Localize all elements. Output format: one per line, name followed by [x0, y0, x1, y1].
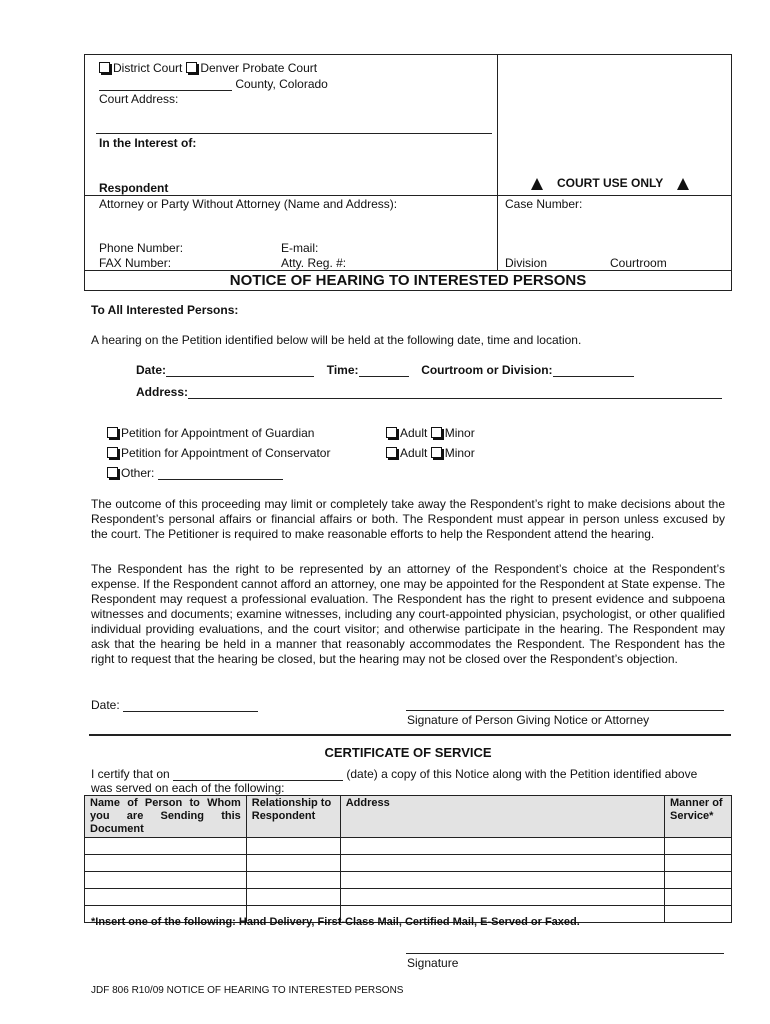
- guardian-age-options: Adult Minor: [386, 426, 475, 440]
- certificate-signature-line[interactable]: [406, 953, 724, 954]
- service-table-header: [85, 796, 732, 838]
- phone-label: Phone Number:: [99, 241, 184, 255]
- county-blank[interactable]: [99, 79, 232, 91]
- page-title: NOTICE OF HEARING TO INTERESTED PERSONS: [229, 272, 587, 289]
- petition-guardian-option: Petition for Appointment of Guardian: [107, 426, 314, 440]
- up-arrow-left-icon: [531, 178, 543, 190]
- address-label: Address:: [136, 385, 189, 399]
- form-footer: JDF 806 R10/09 NOTICE OF HEARING TO INTERESTED PERSONS: [91, 985, 404, 996]
- in-the-interest-of: In the Interest of:: [99, 136, 197, 150]
- atty-reg-label: Atty. Reg. #:: [281, 256, 347, 270]
- court-address-label: Court Address:: [99, 92, 179, 106]
- service-footnote: *Insert one of the following: Hand Delivery, First-Class Mail, Certified Mail, E-Served or Faxed.: [91, 916, 580, 928]
- petition-conservator-checkbox[interactable]: [107, 447, 118, 458]
- certify-date-blank[interactable]: [173, 769, 343, 781]
- date-blank[interactable]: [166, 365, 314, 377]
- time-blank[interactable]: [359, 365, 409, 377]
- table-row: [85, 855, 732, 872]
- hearing-date-row: [136, 363, 634, 377]
- up-arrow-right-icon: [677, 178, 689, 190]
- notice-signature-line[interactable]: [406, 710, 724, 711]
- caption-divider: [497, 54, 498, 271]
- petition-guardian-checkbox[interactable]: [107, 427, 118, 438]
- county-line: County, Colorado: [99, 77, 328, 91]
- court-address-line: [96, 133, 492, 134]
- courtroom-division-label: Courtroom or Division:: [421, 363, 553, 377]
- service-table: [84, 795, 732, 923]
- conservator-age-options: Adult Minor: [386, 446, 475, 460]
- division-label: Division: [505, 256, 548, 270]
- table-row: [85, 872, 732, 889]
- certificate-heading: CERTIFICATE OF SERVICE: [324, 745, 492, 760]
- time-label: Time:: [326, 363, 359, 377]
- fax-label: FAX Number:: [99, 256, 172, 270]
- rights-paragraph: The Respondent has the right to be represented by an attorney of the Respondent’s choice at the Respondent’s expense. If the Respondent cannot afford an attorney, one may be appointed for the Respondent at State expense. The Respondent may request a professional evaluation. The Respondent has the right to present evidence and subpoena witnesses and documents; examine witnesses, including any court-appointed physician, psychologist, or other qualified individual providing evaluations, and the court visitor; and otherwise participate in the hearing. The Respondent may ask that the hearing be held in a manner that reasonably accommodates the Respondent. The Respondent has the right to request that the hearing be closed, but the hearing may not be closed over the Respondent’s objection.: [91, 562, 725, 666]
- certify-line: I certify that on (date) a copy of this Notice along with the Petition identified above: [91, 767, 698, 781]
- address-blank[interactable]: [188, 387, 722, 399]
- col-address-header: Address: [340, 796, 664, 838]
- petition-conservator-option: Petition for Appointment of Conservator: [107, 446, 330, 460]
- hearing-address-row: [136, 385, 722, 399]
- attorney-label: Attorney or Party Without Attorney (Name and Address):: [99, 197, 398, 211]
- court-option-denver: Denver Probate Court: [200, 61, 318, 75]
- courtroom-label: Courtroom: [610, 256, 667, 270]
- date-label: Date:: [136, 363, 167, 377]
- section-divider: [89, 734, 731, 736]
- other-blank[interactable]: [158, 468, 283, 480]
- email-label: E-mail:: [281, 241, 319, 255]
- salutation: To All Interested Persons:: [91, 303, 239, 317]
- notice-signature-caption: Signature of Person Giving Notice or Attorney: [407, 713, 650, 727]
- signature-date-blank[interactable]: [123, 700, 258, 712]
- intro-text: A hearing on the Petition identified below will be held at the following date, time and location.: [91, 333, 582, 347]
- court-option-district: District Court Denver Probate Court: [99, 61, 317, 75]
- conservator-adult-checkbox[interactable]: [386, 447, 397, 458]
- outcome-paragraph: The outcome of this proceeding may limit or completely take away the Respondent’s right to make decisions about the Respondent’s personal affairs or financial affairs or both. The Respondent must appear in person unless excused by the court. The Petitioner is required to make reasonable efforts to help the Respondent attend the hearing.: [91, 497, 725, 541]
- petition-other-option: Other:: [107, 466, 283, 480]
- col-relationship-header: Relationship to Respondent: [246, 796, 340, 838]
- respondent-label: Respondent: [99, 181, 169, 195]
- certificate-signature-label: Signature: [407, 956, 459, 970]
- table-row: [85, 889, 732, 906]
- conservator-minor-checkbox[interactable]: [431, 447, 442, 458]
- caption-rule-attorney: [84, 195, 732, 196]
- petition-other-checkbox[interactable]: [107, 467, 118, 478]
- court-use-only: COURT USE ONLY: [557, 176, 664, 190]
- denver-probate-checkbox[interactable]: [186, 62, 197, 73]
- guardian-adult-checkbox[interactable]: [386, 427, 397, 438]
- table-row: [85, 838, 732, 855]
- courtroom-division-blank[interactable]: [553, 365, 634, 377]
- district-court-checkbox[interactable]: [99, 62, 110, 73]
- col-name-header: Name of Person to Whom you are Sending this Document: [85, 796, 247, 838]
- signature-date-row: Date:: [91, 698, 258, 712]
- col-manner-header: Manner of Service*: [665, 796, 732, 838]
- certify-line-2: was served on each of the following:: [91, 781, 285, 795]
- case-number-label: Case Number:: [505, 197, 583, 211]
- guardian-minor-checkbox[interactable]: [431, 427, 442, 438]
